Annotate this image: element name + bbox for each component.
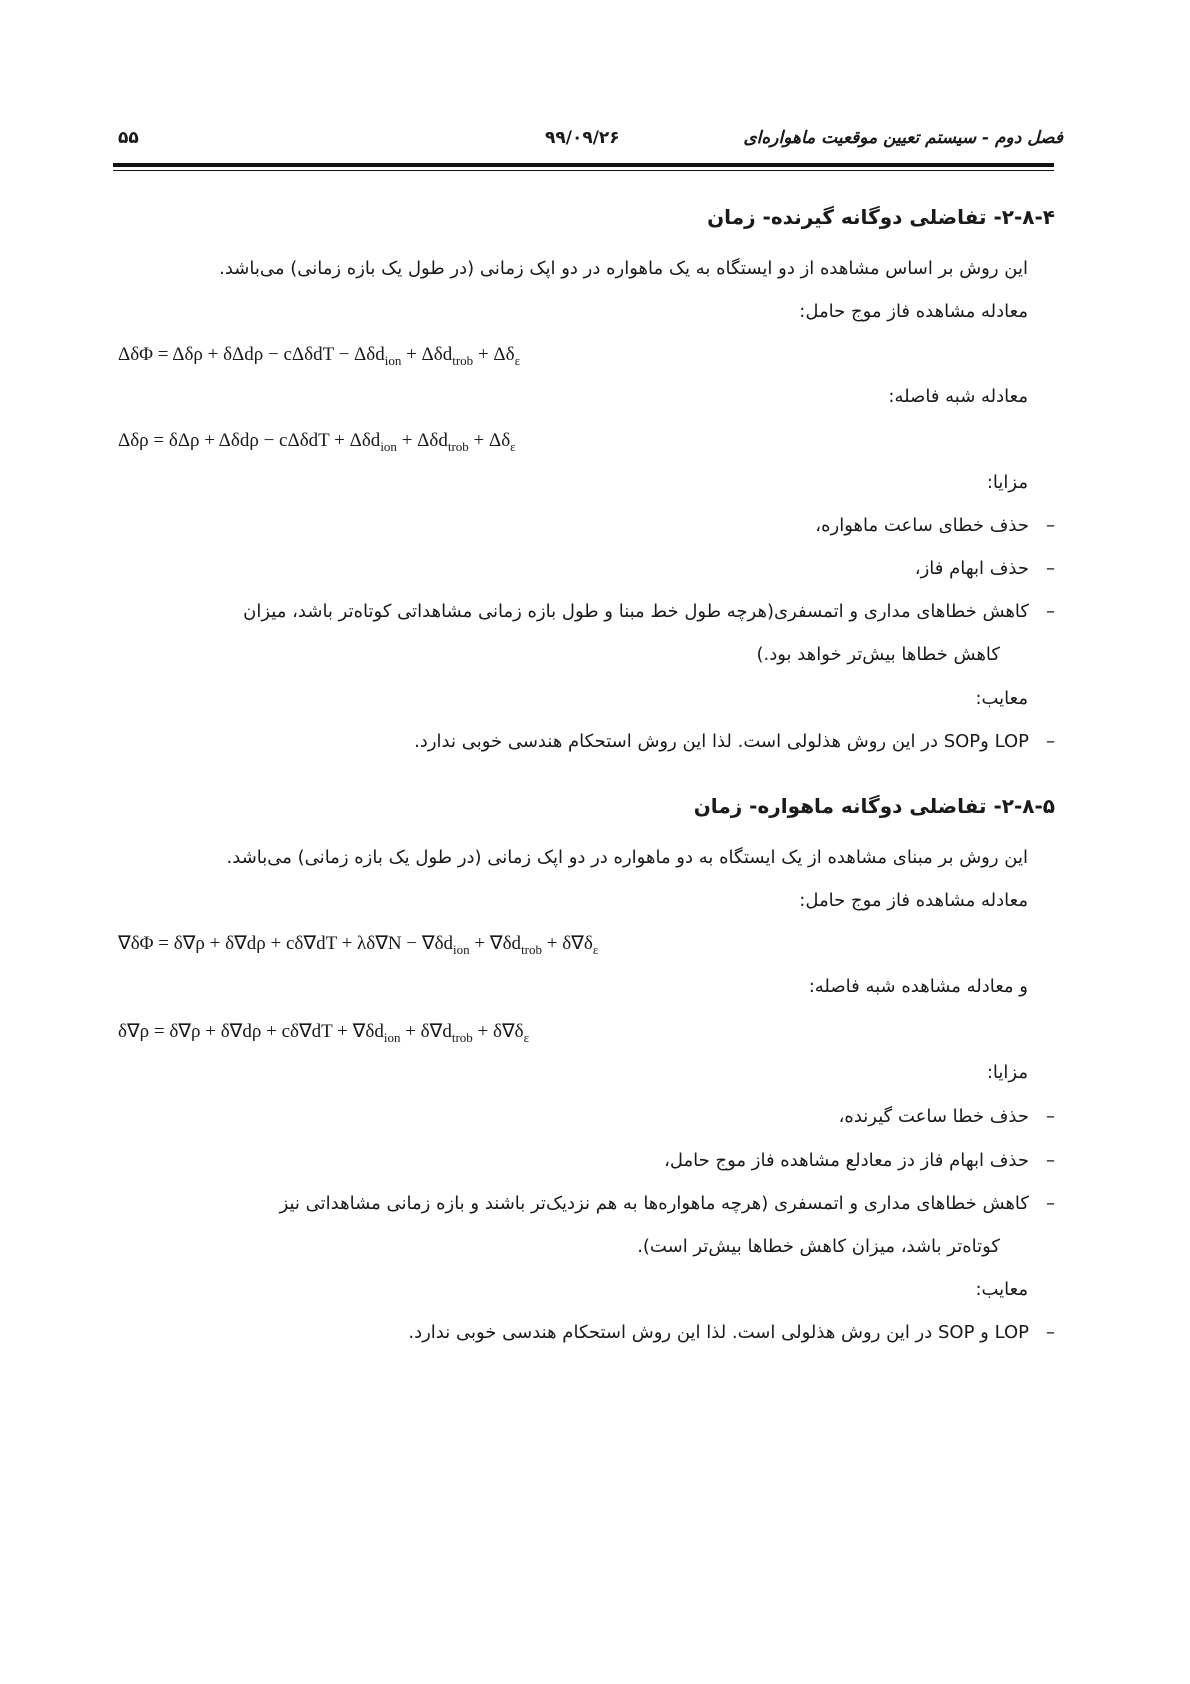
sec2-adv-3 [118,1193,1055,1214]
section-heading-1: ۲-۸-۴- تفاضلی دوگانه گیرنده- زمان [707,205,1055,229]
sec2-adv-1 [839,1106,1055,1127]
bullet-dash: – [1046,1193,1055,1214]
bullet-dash: – [1046,1150,1055,1171]
eq4-sub-eps: ε [523,1029,530,1045]
eq2-part3: + Δδ [468,430,511,451]
header-rule-thick [113,163,1054,167]
sec1-dis-1 [414,731,1055,752]
bullet-dash: – [1046,731,1055,752]
header-date: ۹۹/۰۹/۲۶ [545,128,620,148]
equation-4 [118,1020,529,1046]
eq4-part2: + δ∇d [400,1021,452,1042]
eq4-sub-trob: trob [451,1029,473,1045]
eq1-part3: + Δδ [473,344,515,365]
page-number: ۵۵ [118,128,139,148]
sec1-adv-1-text: حذف خطای ساعت ماهواره، [815,515,1029,536]
eq3-part2: + ∇δd [469,933,522,954]
sec1-intro: این روش بر اساس مشاهده از دو ایستگاه به یک ماهواره در دو اپک زمانی (در طول یک بازه زمانی) می‌باشد. [219,258,1028,279]
eq3-sub-eps: ε [592,941,599,957]
bullet-dash: – [1046,558,1055,579]
sec2-dis-label: معایب: [975,1279,1028,1300]
sec1-adv-2 [915,558,1055,579]
eq3-sub-trob: trob [521,941,543,957]
bullet-dash: – [1046,601,1055,622]
section-heading-2: ۲-۸-۵- تفاضلی دوگانه ماهواره- زمان [693,794,1055,818]
sec2-pseudo-label: و معادله مشاهده شبه فاصله: [808,976,1028,997]
eq4-main: δ∇ρ = δ∇ρ + δ∇dρ + cδ∇dT + ∇δd [118,1021,384,1042]
sec1-dis-1-text: LOP وSOP در این روش هذلولی است. لذا این روش استحکام هندسی خوبی ندارد. [414,731,1029,752]
sec1-adv-3-text: کاهش خطاهای مداری و اتمسفری(هرچه طول خط مبنا و طول بازه زمانی مشاهداتی کوتاه‌تر باشد، میزان [243,601,1029,622]
header-rule-thin [113,170,1054,171]
eq2-main: Δδρ = δΔρ + Δδdρ − cΔδdT + Δδd [118,430,381,451]
sec2-adv-1-text: حذف خطا ساعت گیرنده، [838,1106,1029,1127]
eq3-sub-ion: ion [453,941,470,957]
eq1-main: ΔδΦ = Δδρ + δΔdρ − cΔδdT − Δδd [118,344,385,365]
sec1-phase-label: معادله مشاهده فاز موج حامل: [799,301,1028,322]
eq1-sub-trob: trob [452,352,474,368]
eq1-sub-eps: ε [514,352,521,368]
sec2-intro: این روش بر مبنای مشاهده از یک ایستگاه به دو ماهواره در دو اپک زمانی (در طول یک بازه زمانی) می‌باشد. [226,847,1028,868]
sec2-adv-2 [664,1150,1055,1171]
sec1-adv-1 [815,515,1055,536]
header-title: فصل دوم - سیستم تعیین موقعیت ماهواره‌ای [743,128,1063,148]
eq2-part2: + Δδd [396,430,448,451]
sec1-adv-3-cont: کاهش خطاها بیش‌تر خواهد بود.) [756,644,1000,665]
sec1-adv-3 [118,601,1055,622]
sec2-dis-1 [408,1322,1055,1343]
sec1-adv-label: مزایا: [986,472,1028,493]
equation-3 [118,932,598,958]
eq4-part3: + δ∇δ [472,1021,524,1042]
sec2-phase-label: معادله مشاهده فاز موج حامل: [799,890,1028,911]
bullet-dash: – [1046,1322,1055,1343]
eq4-sub-ion: ion [383,1029,401,1045]
sec1-adv-2-text: حذف ابهام فاز، [914,558,1029,579]
eq3-part3: + δ∇δ [542,933,593,954]
sec2-dis-1-text: LOP و SOP در این روش هذلولی است. لذا این روش استحکام هندسی خوبی ندارد. [408,1322,1029,1343]
eq2-sub-trob: trob [447,438,469,454]
eq1-sub-ion: ion [384,352,402,368]
sec2-adv-3-text: کاهش خطاهای مداری و اتمسفری (هرچه ماهواره‌ها به هم نزدیک‌تر باشند و بازه زمانی مشاهداتی نیز [279,1193,1029,1214]
equation-2 [118,430,516,455]
eq1-part2: + Δδd [401,344,453,365]
equation-1 [118,344,520,369]
sec2-adv-2-text: حذف ابهام فاز دز معادلع مشاهده فاز موج حامل، [664,1150,1029,1171]
eq2-sub-ion: ion [380,438,397,454]
sec2-adv-3-cont: کوتاه‌تر باشد، میزان کاهش خطاها بیش‌تر است). [637,1236,1000,1257]
sec1-pseudo-label: معادله شبه فاصله: [888,386,1028,407]
bullet-dash: – [1046,515,1055,536]
sec2-adv-label: مزایا: [986,1062,1028,1083]
eq3-main: ∇δΦ = δ∇ρ + δ∇dρ + cδ∇dT + λδ∇N − ∇δd [118,933,454,954]
bullet-dash: – [1046,1106,1055,1127]
sec1-dis-label: معایب: [975,688,1028,709]
eq2-sub-eps: ε [510,438,516,454]
